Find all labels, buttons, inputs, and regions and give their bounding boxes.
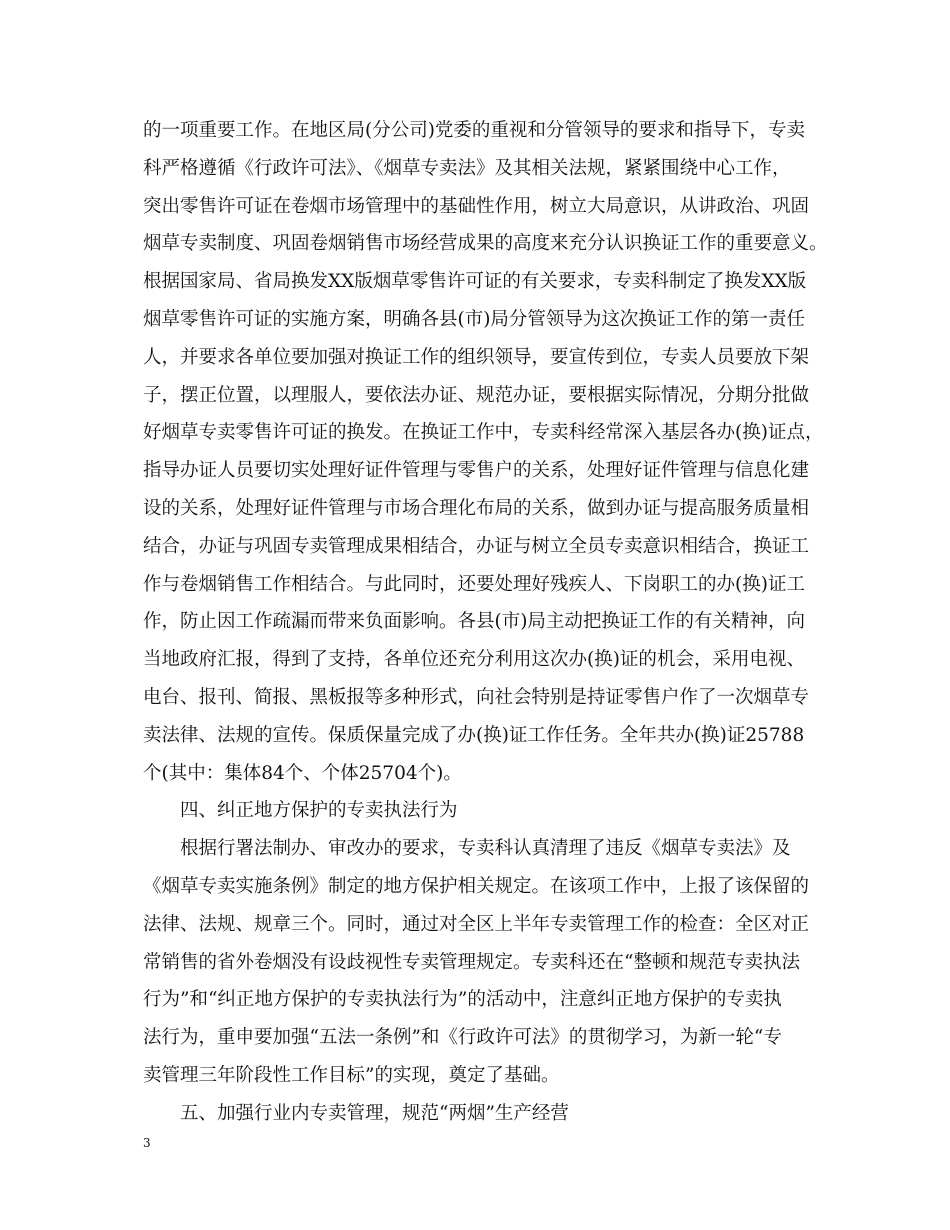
text-line: 电台、报刊、简报、黑板报等多种形式，向社会特别是持证零售户作了一次烟草专 [143,686,810,708]
text-line: 突出零售许可证在卷烟市场管理中的基础性作用，树立大局意识，从讲政治、巩固 [143,195,810,217]
page-number: 3 [143,1136,151,1150]
text-line: 行为”和“纠正地方保护的专卖执法行为”的活动中，注意纠正地方保护的专卖执 [143,989,782,1011]
text-line: 法律、法规、规章三个。同时，通过对全区上半年专卖管理工作的检查：全区对正 [143,913,810,935]
text-line: 科严格遵循《行政许可法》、《烟草专卖法》及其相关法规，紧紧围绕中心工作， [143,157,791,179]
text-line: 好烟草专卖零售许可证的换发。在换证工作中，专卖科经常深入基层各办(换)证点， [143,422,824,444]
section-heading-four: 四、纠正地方保护的专卖执法行为 [180,800,458,822]
text-line: 根据行署法制办、审改办的要求，专卖科认真清理了违反《烟草专卖法》及 [180,838,791,860]
text-line: 烟草零售许可证的实施方案，明确各县(市)局分管领导为这次换证工作的第一责任 [143,308,805,330]
document-body [143,112,828,1133]
text-line: 当地政府汇报，得到了支持，各单位还充分利用这次办(换)证的机会，采用电视、 [143,649,805,671]
text-line: 法行为，重申要加强“五法一条例”和《行政许可法》的贯彻学习，为新一轮“专 [143,1027,782,1049]
text-line: 个(其中：集体84个、个体25704个)。 [143,762,462,784]
paragraph-four [143,830,823,1095]
paragraph-continuation [143,112,828,792]
text-line: 《烟草专卖实施条例》制定的地方保护相关规定。在该项工作中，上报了该保留的 [143,875,810,897]
text-line: 卖法律、法规的宣传。保质保量完成了办(换)证工作任务。全年共办(换)证25788 [143,724,805,746]
section-heading-five: 五、加强行业内专卖管理，规范“两烟”生产经营 [180,1102,569,1124]
text-line: 子，摆正位置，以理服人，要依法办证、规范办证，要根据实际情况，分期分批做 [143,384,810,406]
text-line: 作，防止因工作疏漏而带来负面影响。各县(市)局主动把换证工作的有关精神，向 [143,611,805,633]
text-line: 卖管理三年阶段性工作目标”的实现，奠定了基础。 [143,1064,560,1086]
text-line: 设的关系，处理好证件管理与市场合理化布局的关系，做到办证与提高服务质量相 [143,497,810,519]
text-line: 作与卷烟销售工作相结合。与此同时，还要处理好残疾人、下岗职工的办(换)证工 [143,573,805,595]
text-line: 指导办证人员要切实处理好证件管理与零售户的关系，处理好证件管理与信息化建 [143,460,810,482]
text-line: 人，并要求各单位要加强对换证工作的组织领导，要宣传到位，专卖人员要放下架 [143,346,810,368]
text-line: 的一项重要工作。在地区局(分公司)党委的重视和分管领导的要求和指导下，专卖 [143,120,805,141]
text-line: 常销售的省外卷烟没有设歧视性专卖管理规定。专卖科还在“整顿和规范专卖执法 [143,951,800,973]
text-line: 结合，办证与巩固专卖管理成果相结合，办证与树立全员专卖意识相结合，换证工 [143,535,810,557]
text-line: 烟草专卖制度、巩固卷烟销售市场经营成果的高度来充分认识换证工作的重要意义。 [143,233,828,255]
text-line: 根据国家局、省局换发XX版烟草零售许可证的有关要求，专卖科制定了换发XX版 [143,271,807,293]
